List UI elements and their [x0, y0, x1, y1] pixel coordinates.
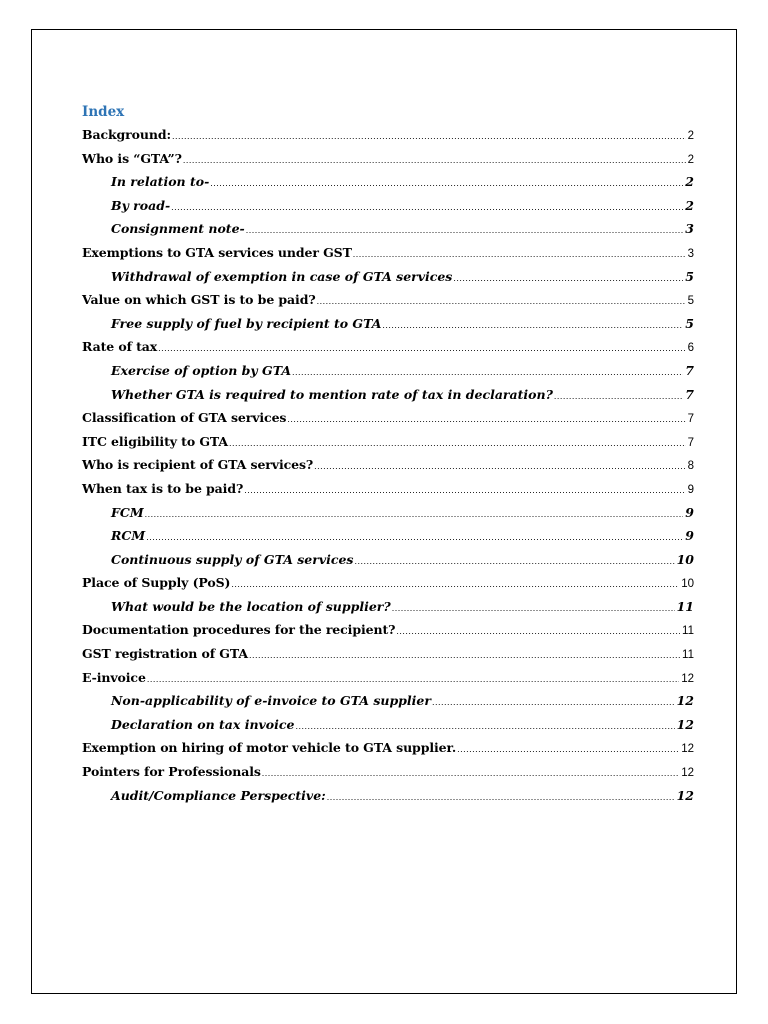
toc-entry[interactable] [82, 147, 694, 171]
toc-entry-title: ITC eligibility to GTA [82, 433, 229, 449]
toc-leader-dots [292, 361, 683, 385]
toc-entry[interactable] [82, 666, 694, 690]
toc-entry-title: RCM [111, 528, 146, 544]
toc-entry[interactable] [82, 241, 694, 265]
toc-entry[interactable] [82, 383, 694, 407]
toc-entry-title: Background: [82, 127, 172, 142]
toc-leader-dots [327, 786, 675, 810]
toc-entry[interactable] [82, 571, 694, 595]
toc-leader-dots [210, 172, 683, 196]
toc-entry-page-number: 11 [676, 598, 694, 614]
toc-leader-dots [171, 196, 683, 220]
toc-leader-dots [396, 620, 680, 644]
toc-leader-dots [354, 550, 674, 574]
toc-entry[interactable] [82, 501, 694, 525]
toc-entry-page-number: 9 [685, 504, 694, 520]
toc-entry[interactable] [82, 595, 694, 619]
toc-entry-page-number: 12 [676, 787, 694, 803]
toc-entry-page-number: 11 [682, 625, 694, 638]
toc-entry-title: Exercise of option by GTA [111, 362, 292, 378]
toc-entry[interactable] [82, 713, 694, 737]
toc-entry[interactable] [82, 406, 694, 430]
toc-entry-title: E-invoice [82, 669, 146, 685]
toc-entry[interactable] [82, 265, 694, 289]
toc-entry[interactable] [82, 477, 694, 501]
toc-entry-title: Value on which GST is to be paid? [82, 292, 316, 308]
toc-entry-title: Continuous supply of GTA services [111, 551, 354, 567]
toc-entry-page-number: 3 [687, 247, 694, 260]
toc-entry-title: Declaration on tax invoice [111, 716, 295, 732]
toc-leader-dots [314, 455, 685, 479]
toc-leader-dots [392, 597, 675, 621]
toc-leader-dots [453, 267, 683, 291]
toc-entry-title: Exemptions to GTA services under GST [82, 244, 352, 260]
toc-leader-dots [382, 314, 683, 338]
toc-entry-title: When tax is to be paid? [82, 480, 244, 496]
toc-leader-dots [246, 219, 684, 243]
toc-leader-dots [353, 243, 686, 267]
toc-leader-dots [554, 385, 683, 409]
toc-entry-title: Who is “GTA”? [82, 150, 182, 166]
toc-leader-dots [158, 337, 685, 361]
toc-entry-page-number: 7 [687, 413, 694, 426]
toc-entry[interactable] [82, 217, 694, 241]
toc-leader-dots [457, 738, 679, 762]
toc-entry[interactable] [82, 689, 694, 713]
toc-entry-page-number: 8 [687, 460, 694, 473]
toc-entry-page-number: 11 [682, 649, 694, 662]
toc-entry[interactable] [82, 312, 694, 336]
toc-entry-page-number: 12 [676, 716, 694, 732]
toc-entry[interactable] [82, 335, 694, 359]
toc-leader-dots [287, 408, 685, 432]
toc-leader-dots [432, 691, 675, 715]
toc-entry-page-number: 5 [685, 315, 694, 331]
toc-entry-page-number: 10 [676, 551, 694, 567]
toc-entry-page-number: 2 [685, 174, 694, 190]
toc-entry-title: Pointers for Professionals [82, 764, 261, 780]
toc-leader-dots [295, 715, 674, 739]
toc-entry-page-number: 12 [681, 743, 694, 756]
toc-entry[interactable] [82, 288, 694, 312]
toc-entry-title: Who is recipient of GTA services? [82, 457, 314, 473]
index-heading: Index [82, 104, 125, 120]
toc-leader-dots [183, 149, 686, 173]
toc-entry-title: In relation to- [111, 174, 210, 190]
toc-entry[interactable] [82, 736, 694, 760]
toc-entry-page-number: 2 [687, 130, 694, 142]
toc-entry[interactable] [82, 453, 694, 477]
toc-entry-title: Documentation procedures for the recipient? [82, 622, 396, 638]
toc-leader-dots [244, 479, 685, 503]
toc-entry-title: Withdrawal of exemption in case of GTA services [111, 268, 453, 284]
toc-list [82, 123, 694, 807]
toc-entry-page-number: 12 [676, 693, 694, 709]
toc-entry-title: FCM [111, 504, 144, 520]
toc-entry[interactable] [82, 430, 694, 454]
toc-leader-dots [145, 503, 684, 527]
toc-entry-title: By road- [111, 197, 171, 213]
toc-entry-title: GST registration of GTA [82, 646, 248, 662]
toc-entry[interactable] [82, 123, 694, 147]
toc-entry[interactable] [82, 194, 694, 218]
toc-entry[interactable] [82, 642, 694, 666]
toc-entry-page-number: 7 [687, 436, 694, 449]
toc-entry[interactable] [82, 524, 694, 548]
toc-entry-page-number: 10 [681, 578, 694, 591]
toc-entry-title: Non-applicability of e-invoice to GTA supplier [111, 693, 431, 709]
toc-entry-title: Rate of tax [82, 339, 158, 355]
toc-entry-title: Place of Supply (PoS) [82, 575, 231, 591]
toc-entry-title: Free supply of fuel by recipient to GTA [111, 315, 382, 331]
toc-entry-title: Consignment note- [111, 221, 245, 237]
toc-entry-title: Whether GTA is required to mention rate of tax in declaration? [111, 386, 553, 402]
toc-entry-page-number: 5 [687, 295, 694, 308]
toc-entry-page-number: 3 [685, 221, 694, 237]
toc-leader-dots [229, 432, 686, 456]
toc-entry[interactable] [82, 548, 694, 572]
toc-entry-page-number: 12 [681, 767, 694, 780]
toc-entry-page-number: 5 [685, 268, 694, 284]
toc-entry-page-number: 9 [687, 483, 694, 496]
toc-entry[interactable] [82, 618, 694, 642]
toc-entry-title: Classification of GTA services [82, 410, 287, 426]
toc-entry-page-number: 12 [681, 672, 694, 685]
toc-entry[interactable] [82, 784, 694, 808]
toc-leader-dots [147, 668, 679, 692]
toc-entry-page-number: 2 [687, 153, 694, 166]
toc-leader-dots [172, 125, 686, 149]
toc-entry-title: Exemption on hiring of motor vehicle to GTA supplier. [82, 740, 457, 756]
toc-entry-page-number: 6 [687, 342, 694, 355]
toc-entry[interactable] [82, 760, 694, 784]
toc-entry[interactable] [82, 359, 694, 383]
toc-entry[interactable] [82, 170, 694, 194]
toc-entry-title: Audit/Compliance Perspective: [111, 787, 326, 803]
toc-entry-title: What would be the location of supplier? [111, 598, 391, 614]
toc-entry-page-number: 9 [685, 528, 694, 544]
toc-entry-page-number: 2 [685, 197, 694, 213]
toc-entry-page-number: 7 [685, 362, 694, 378]
toc-leader-dots [146, 526, 683, 550]
toc-leader-dots [262, 762, 679, 786]
toc-leader-dots [231, 573, 679, 597]
toc-entry-page-number: 7 [685, 386, 694, 402]
table-of-contents [82, 101, 694, 807]
toc-leader-dots [249, 644, 680, 668]
toc-leader-dots [317, 290, 686, 314]
